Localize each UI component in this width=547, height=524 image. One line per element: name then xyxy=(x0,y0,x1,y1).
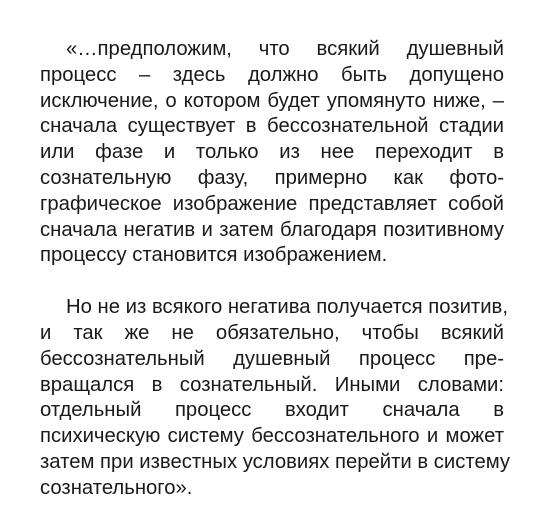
text-line: сначала существует в бессознательной стадии xyxy=(40,115,504,138)
text-line: или фазе и только из нее переходит в xyxy=(40,141,504,164)
text-line: сначала негатив и затем благодаря позитивному xyxy=(40,218,504,241)
text-line: сознательного». xyxy=(40,476,193,499)
text-line: психическую систему бессознательного и может xyxy=(40,425,504,448)
text-line: отдельный процесс входит сначала в xyxy=(40,399,504,422)
text-line: затем при известных условиях перейти в систему xyxy=(40,450,511,473)
text-line: графическое изображение представляет собой xyxy=(40,192,504,215)
text-line: и так же не обязательно, чтобы всякий xyxy=(40,321,504,344)
text-line: Но не из всякого негатива получается позитив, xyxy=(66,296,508,319)
text-line: исключение, о котором будет упомянуто ниже, – xyxy=(40,89,504,112)
paragraph-1 xyxy=(40,37,504,269)
document-page xyxy=(40,37,511,502)
text-line: процесс – здесь должно быть допущено xyxy=(40,63,504,86)
text-line: сознательную фазу, примерно как фото- xyxy=(40,166,504,189)
text-line: вращался в сознательный. Иными словами: xyxy=(40,373,504,396)
paragraph-2 xyxy=(40,295,511,501)
text-line: процессу становится изображением. xyxy=(40,244,388,267)
text-line: «…предположим, что всякий душевный xyxy=(66,38,504,60)
text-line: бессознательный душевный процесс пре- xyxy=(40,347,504,370)
